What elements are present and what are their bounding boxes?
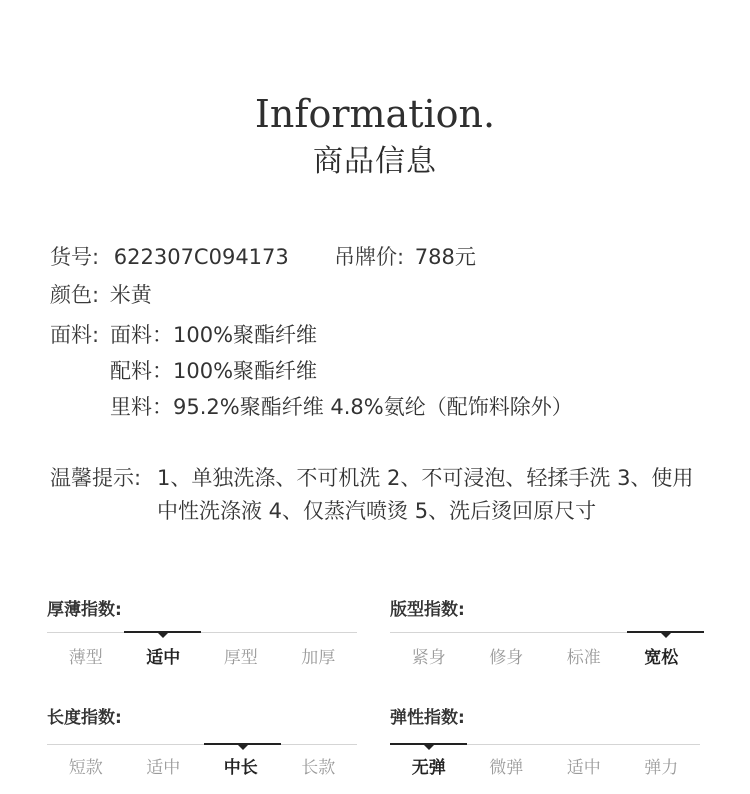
index-title: 弹性指数: — [390, 708, 465, 728]
index-option: 微弹 — [489, 758, 524, 778]
header — [0, 88, 750, 182]
fabric-line: 里料：95.2%聚酯纤维 4.8%氨纶（配饰料除外） — [110, 395, 573, 419]
index-title: 长度指数: — [47, 708, 122, 728]
page-title-cn: 商品信息 — [313, 144, 437, 179]
index-option: 标准 — [566, 648, 601, 668]
length-index — [47, 706, 357, 778]
index-option: 长款 — [301, 758, 336, 778]
page-title-en: Information. — [254, 92, 496, 136]
index-bar — [390, 632, 700, 633]
index-option-selected: 适中 — [146, 648, 181, 668]
index-option-selected: 中长 — [223, 758, 258, 778]
color-value: 米黄 — [109, 283, 152, 307]
sku-row — [50, 242, 289, 272]
index-bar — [47, 744, 357, 745]
index-title: 厚薄指数: — [47, 600, 122, 620]
index-option: 弹力 — [644, 758, 679, 778]
price-label: 吊牌价: — [334, 245, 405, 269]
fabric-label: 面料: — [50, 323, 100, 347]
color-row — [50, 280, 152, 310]
index-option: 适中 — [566, 758, 601, 778]
index-options — [47, 756, 357, 780]
index-options — [47, 646, 357, 670]
index-bar — [47, 632, 357, 633]
fabric-label-row — [50, 320, 99, 350]
care-text: 1、单独洗涤、不可机洗 2、不可浸泡、轻揉手洗 3、使用中性洗涤液 4、仅蒸汽喷烫 5、洗后烫回原尺寸 — [157, 466, 694, 523]
index-option: 紧身 — [411, 648, 446, 668]
elasticity-index — [390, 706, 700, 778]
index-bar — [390, 744, 700, 745]
index-pointer-icon — [158, 633, 168, 638]
fabric-line: 面料：100%聚酯纤维 — [110, 323, 318, 347]
index-option: 加厚 — [301, 648, 336, 668]
price-row — [334, 242, 476, 272]
index-option: 厚型 — [223, 648, 258, 668]
price-value: 788元 — [414, 245, 476, 269]
index-pointer-icon — [424, 745, 434, 750]
index-options — [390, 646, 700, 670]
fit-index — [390, 598, 700, 668]
index-option-selected: 宽松 — [644, 648, 679, 668]
index-option: 薄型 — [68, 648, 103, 668]
fabric-line: 配料：100%聚酯纤维 — [110, 359, 318, 383]
thickness-index — [47, 598, 357, 668]
index-pointer-icon — [238, 745, 248, 750]
color-label: 颜色: — [50, 283, 100, 307]
index-option: 修身 — [489, 648, 524, 668]
index-pointer-icon — [661, 633, 671, 638]
sku-value: 622307C094173 — [113, 245, 289, 269]
index-options — [390, 756, 700, 780]
index-option: 适中 — [146, 758, 181, 778]
care-label: 温馨提示: — [50, 466, 142, 490]
index-option: 短款 — [68, 758, 103, 778]
sku-label: 货号: — [50, 245, 100, 269]
index-option-selected: 无弹 — [411, 758, 446, 778]
index-title: 版型指数: — [390, 600, 465, 620]
